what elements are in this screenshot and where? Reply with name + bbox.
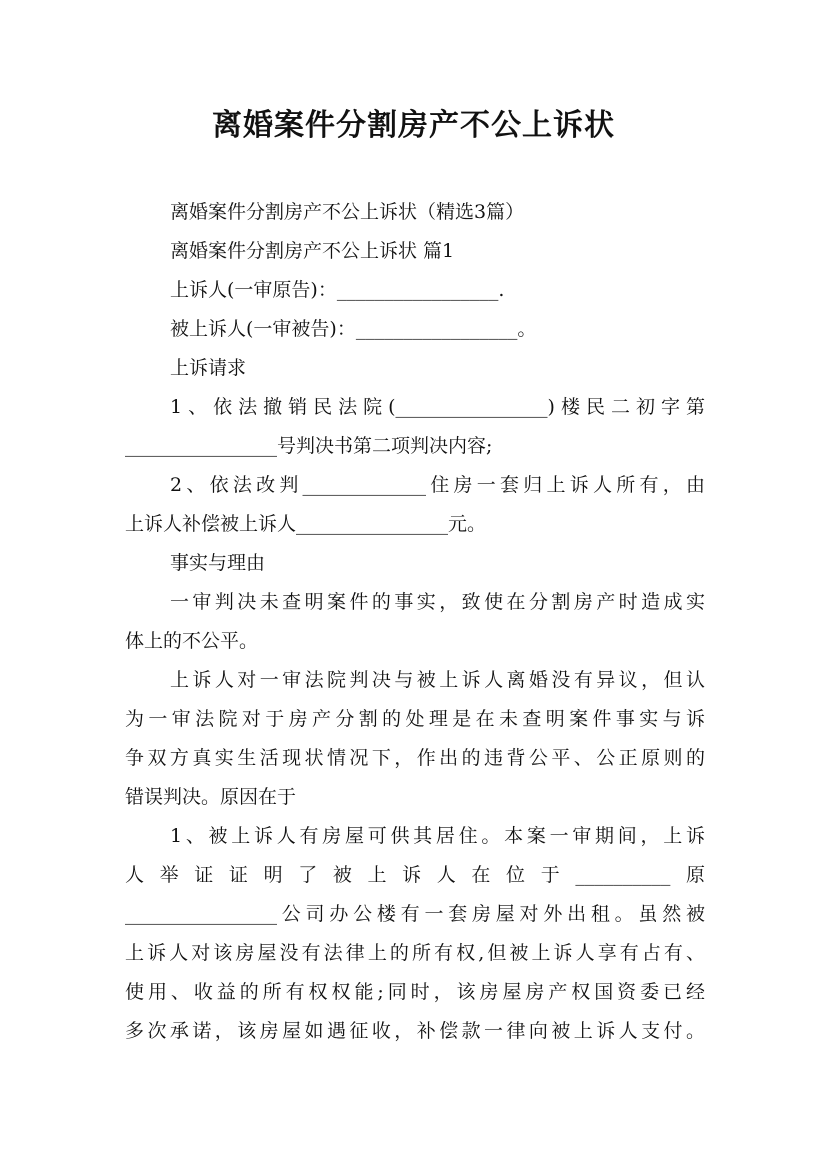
subtitle-line: 离婚案件分割房产不公上诉状（精选3篇） <box>170 201 525 223</box>
paragraph-1-line-2: 体上的不公平。 <box>125 630 259 652</box>
paragraph-2-line-3: 争双方真实生活现状情况下，作出的违背公平、公正原则的 <box>125 747 705 769</box>
paragraph-2-line-1: 上诉人对一审法院判决与被上诉人离婚没有异议，但认 <box>170 669 705 691</box>
paragraph-3-line-4: 上诉人对该房屋没有法律上的所有权,但被上诉人享有占有、 <box>125 942 705 964</box>
paragraph-1-line-1: 一审判决未查明案件的事实，致使在分割房产时造成实 <box>170 591 705 613</box>
paragraph-3-line-3: ________________公司办公楼有一套房屋对外出租。虽然被 <box>125 903 705 925</box>
paragraph-2-line-2: 为一审法院对于房产分割的处理是在未查明案件事实与诉 <box>125 708 705 730</box>
paragraph-3-line-2: 人举证证明了被上诉人在位于__________原 <box>125 864 705 886</box>
request-2-line-1: 2、依法改判_____________住房一套归上诉人所有，由 <box>170 474 705 496</box>
section-heading-requests: 上诉请求 <box>170 357 247 379</box>
section-heading-facts: 事实与理由 <box>170 552 266 574</box>
paragraph-3-line-6: 多次承诺，该房屋如遇征收，补偿款一律向被上诉人支付。 <box>125 1020 705 1042</box>
request-2-line-2: 上诉人补偿被上诉人________________元。 <box>125 513 487 535</box>
paragraph-3-line-1: 1、被上诉人有房屋可供其居住。本案一审期间，上诉 <box>170 825 705 847</box>
appellee-line: 被上诉人(一审被告)：_________________。 <box>170 318 537 340</box>
request-1-line-1: 1、依法撤销民法院(________________)楼民二初字第 <box>170 396 705 418</box>
request-1-line-2: ________________号判决书第二项判决内容; <box>125 435 493 457</box>
appellant-line: 上诉人(一审原告)：_________________. <box>170 279 505 301</box>
document-title: 离婚案件分割房产不公上诉状 <box>212 108 615 143</box>
chapter-heading: 离婚案件分割房产不公上诉状 篇1 <box>170 240 455 262</box>
paragraph-2-line-4: 错误判决。原因在于 <box>125 786 297 808</box>
paragraph-3-line-5: 使用、收益的所有权权能;同时，该房屋房产权国资委已经 <box>125 981 705 1003</box>
